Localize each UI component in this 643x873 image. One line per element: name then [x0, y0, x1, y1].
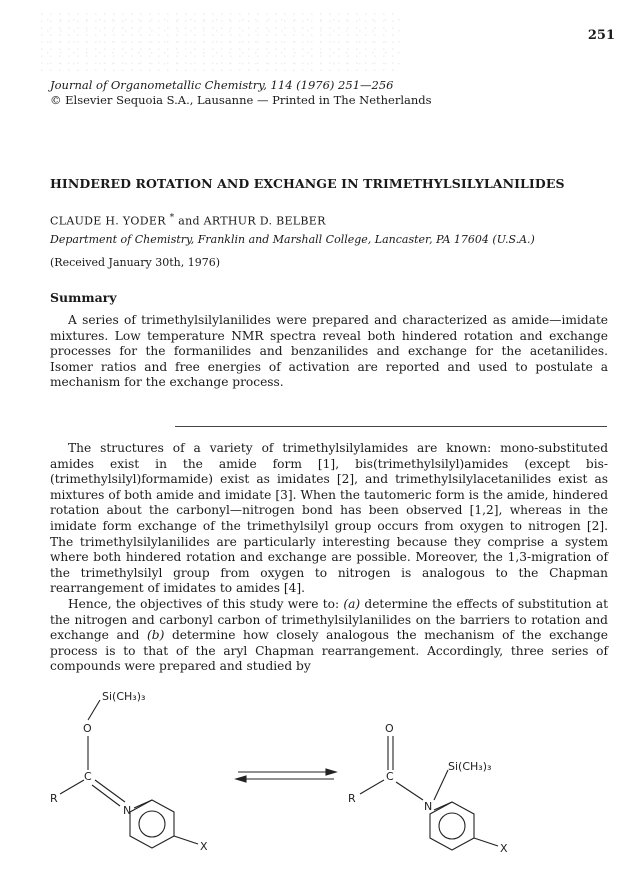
si-o-bond — [88, 700, 100, 720]
paragraph-2-middle: determine the effects of substitution at the nitrogen and carbonyl carbon of trimethylsilylanilides on the barriers to rotation and exchange and — [50, 596, 608, 643]
author-yoder: CLAUDE H. YODER — [50, 214, 166, 228]
equilibrium-arrows — [236, 769, 336, 782]
paragraph-2-end: determine how closely analogous the mechanism of the exchange process is to that of the aryl Chapman rearrangement. Accordingly, three series of compounds were prepared and studied by — [50, 628, 608, 674]
journal-copyright: © Elsevier Sequoia S.A., Lausanne — Printed in The Netherlands — [50, 93, 432, 107]
imidate-amide-equilibrium-scheme — [40, 690, 620, 865]
section-divider — [175, 426, 607, 427]
reverse-arrow-head — [236, 776, 246, 782]
scan-speckle — [40, 12, 400, 72]
body-paragraph-2 — [50, 597, 608, 675]
carbon-label-left: C — [84, 770, 92, 783]
c-n-bond-right — [396, 782, 423, 800]
paragraph-2-intro: Hence, the objectives of this study were to: — [68, 596, 344, 611]
oxygen-label-left: O — [83, 722, 92, 735]
author-affiliation: Department of Chemistry, Franklin and Marshall College, Lancaster, PA 17604 (U.S.A.) — [50, 233, 535, 246]
x-label-left: X — [200, 840, 208, 853]
r-label-right: R — [348, 792, 356, 805]
corresponding-author-marker: * — [169, 212, 175, 223]
article-title: HINDERED ROTATION AND EXCHANGE IN TRIMETHYLSILYLANILIDES — [50, 176, 565, 191]
page-number: 251 — [587, 28, 615, 43]
journal-citation: Journal of Organometallic Chemistry, 114 (1976) 251—256 — [50, 78, 394, 92]
journal-header — [50, 78, 432, 108]
ring-x-bond-right — [474, 838, 498, 846]
c-r-bond — [60, 780, 84, 794]
summary-heading: Summary — [50, 290, 117, 305]
silyl-label-left: Si(CH₃)₃ — [102, 690, 146, 703]
body-text — [50, 441, 608, 675]
imidate-structure — [60, 700, 198, 848]
r-label-left: R — [50, 792, 58, 805]
carbon-label-right: C — [386, 770, 394, 783]
oxygen-label-right: O — [385, 722, 394, 735]
nitrogen-label-right: N — [424, 800, 433, 813]
n-si-bond — [434, 770, 448, 800]
phenyl-aromatic-circle-left — [139, 811, 165, 837]
forward-arrow-head — [326, 769, 336, 775]
c-r-bond-right — [360, 780, 384, 794]
nitrogen-label-left: N — [123, 804, 132, 817]
objective-b-marker: (b) — [147, 628, 165, 643]
author-belber: and ARTHUR D. BELBER — [178, 214, 326, 228]
body-paragraph-1: The structures of a variety of trimethylsilylamides are known: mono-substituted amides exist in the amide form [1], bis(trimethylsilyl)amides (except bis-(trimethylsilyl)formamide) exist as imidates [2], and trimethylsilylacetanilides exist as mixtures of both amide and imidate [3]. When the tautomeric form is the amide, hindered rotation about the carbonyl—nitrogen bond has been observed [1,2], whereas in the imidate form exchange of the trimethylsilyl group occurs from oxygen to nitrogen [2]. The trimethylsilylanilides are particularly interesting because they comprise a system where both hindered rotation and exchange are possible. Moreover, the 1,3-migration of the trimethylsilyl group from oxygen to nitrogen is analogous to the Chapman rearrangement of imidates to amides [4]. — [50, 441, 608, 596]
ring-x-bond-left — [174, 836, 198, 844]
x-label-right: X — [500, 842, 508, 855]
amide-structure — [360, 736, 498, 850]
phenyl-aromatic-circle-right — [439, 813, 465, 839]
summary-text: A series of trimethylsilylanilides were prepared and characterized as amide—imidate mixtures. Low temperature NMR spectra reveal both hindered rotation and exchange processes for the formanilides and benzanilides and exchange for the acetanilides. Isomer ratios and free energies of activation are reported and used to postulate a mechanism for the exchange process. — [50, 313, 608, 390]
received-date: (Received January 30th, 1976) — [50, 256, 220, 269]
silyl-label-right: Si(CH₃)₃ — [448, 760, 492, 773]
objective-a-marker: (a) — [343, 596, 361, 611]
author-list — [50, 212, 326, 228]
